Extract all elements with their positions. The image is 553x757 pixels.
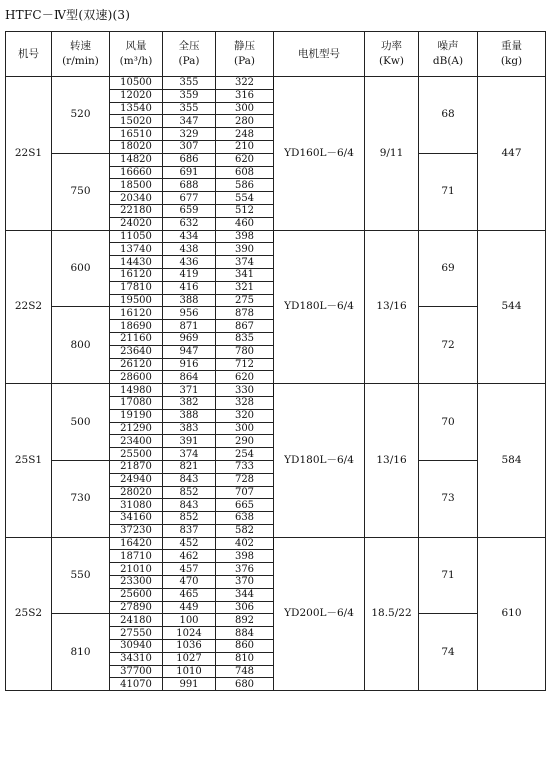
airflow-cell: 17810 [110, 281, 163, 294]
total-pressure-cell: 843 [163, 473, 216, 486]
airflow-cell: 31080 [110, 499, 163, 512]
static-pressure-cell: 320 [216, 409, 274, 422]
airflow-cell: 28600 [110, 371, 163, 384]
total-pressure-cell: 1027 [163, 652, 216, 665]
airflow-cell: 16120 [110, 268, 163, 281]
airflow-cell: 26120 [110, 358, 163, 371]
airflow-cell: 41070 [110, 678, 163, 691]
airflow-cell: 18500 [110, 179, 163, 192]
static-pressure-cell: 733 [216, 460, 274, 473]
total-pressure-cell: 969 [163, 332, 216, 345]
model-cell: 22S2 [6, 230, 52, 384]
static-pressure-cell: 582 [216, 524, 274, 537]
airflow-cell: 23300 [110, 576, 163, 589]
static-pressure-cell: 707 [216, 486, 274, 499]
total-pressure-cell: 991 [163, 678, 216, 691]
total-pressure-cell: 100 [163, 614, 216, 627]
airflow-cell: 27550 [110, 627, 163, 640]
total-pressure-cell: 465 [163, 588, 216, 601]
static-pressure-cell: 370 [216, 576, 274, 589]
static-pressure-cell: 341 [216, 268, 274, 281]
noise-cell: 74 [419, 614, 478, 691]
static-pressure-cell: 867 [216, 320, 274, 333]
airflow-cell: 21870 [110, 460, 163, 473]
airflow-cell: 14820 [110, 153, 163, 166]
static-pressure-cell: 290 [216, 435, 274, 448]
static-pressure-cell: 680 [216, 678, 274, 691]
airflow-cell: 14430 [110, 256, 163, 269]
motor-cell: YD200L－6/4 [274, 537, 365, 691]
table-row [6, 384, 546, 397]
static-pressure-cell: 620 [216, 371, 274, 384]
airflow-cell: 23400 [110, 435, 163, 448]
noise-cell: 70 [419, 384, 478, 461]
airflow-cell: 17080 [110, 396, 163, 409]
total-pressure-cell: 416 [163, 281, 216, 294]
total-pressure-cell: 449 [163, 601, 216, 614]
airflow-cell: 11050 [110, 230, 163, 243]
static-pressure-cell: 306 [216, 601, 274, 614]
speed-cell: 810 [52, 614, 110, 691]
static-pressure-cell: 860 [216, 640, 274, 653]
airflow-cell: 21010 [110, 563, 163, 576]
speed-cell: 500 [52, 384, 110, 461]
total-pressure-cell: 355 [163, 102, 216, 115]
total-pressure-cell: 947 [163, 345, 216, 358]
table-body [6, 77, 546, 691]
static-pressure-cell: 280 [216, 115, 274, 128]
airflow-cell: 20340 [110, 192, 163, 205]
speed-cell: 550 [52, 537, 110, 614]
airflow-cell: 28020 [110, 486, 163, 499]
total-pressure-cell: 383 [163, 422, 216, 435]
airflow-cell: 19190 [110, 409, 163, 422]
static-pressure-cell: 402 [216, 537, 274, 550]
power-cell: 18.5/22 [365, 537, 419, 691]
airflow-cell: 22180 [110, 204, 163, 217]
weight-cell: 544 [478, 230, 546, 384]
total-pressure-cell: 864 [163, 371, 216, 384]
table-row [6, 77, 546, 90]
static-pressure-cell: 390 [216, 243, 274, 256]
airflow-cell: 37230 [110, 524, 163, 537]
static-pressure-cell: 728 [216, 473, 274, 486]
header-static-pressure: 静压 (Pa) [216, 32, 274, 77]
header-power: 功率 (Kw) [365, 32, 419, 77]
airflow-cell: 18020 [110, 140, 163, 153]
weight-cell: 447 [478, 77, 546, 231]
static-pressure-cell: 374 [216, 256, 274, 269]
total-pressure-cell: 821 [163, 460, 216, 473]
static-pressure-cell: 344 [216, 588, 274, 601]
static-pressure-cell: 748 [216, 665, 274, 678]
static-pressure-cell: 460 [216, 217, 274, 230]
static-pressure-cell: 316 [216, 89, 274, 102]
airflow-cell: 16420 [110, 537, 163, 550]
static-pressure-cell: 248 [216, 128, 274, 141]
static-pressure-cell: 620 [216, 153, 274, 166]
airflow-cell: 13740 [110, 243, 163, 256]
total-pressure-cell: 388 [163, 409, 216, 422]
total-pressure-cell: 457 [163, 563, 216, 576]
motor-cell: YD180L－6/4 [274, 230, 365, 384]
speed-cell: 520 [52, 77, 110, 154]
airflow-cell: 13540 [110, 102, 163, 115]
total-pressure-cell: 388 [163, 294, 216, 307]
airflow-cell: 14980 [110, 384, 163, 397]
total-pressure-cell: 1036 [163, 640, 216, 653]
total-pressure-cell: 359 [163, 89, 216, 102]
power-cell: 9/11 [365, 77, 419, 231]
airflow-cell: 24180 [110, 614, 163, 627]
total-pressure-cell: 956 [163, 307, 216, 320]
airflow-cell: 21160 [110, 332, 163, 345]
static-pressure-cell: 398 [216, 230, 274, 243]
total-pressure-cell: 852 [163, 486, 216, 499]
total-pressure-cell: 307 [163, 140, 216, 153]
airflow-cell: 24940 [110, 473, 163, 486]
airflow-cell: 15020 [110, 115, 163, 128]
airflow-cell: 24020 [110, 217, 163, 230]
static-pressure-cell: 376 [216, 563, 274, 576]
power-cell: 13/16 [365, 230, 419, 384]
total-pressure-cell: 688 [163, 179, 216, 192]
noise-cell: 71 [419, 153, 478, 230]
weight-cell: 610 [478, 537, 546, 691]
noise-cell: 73 [419, 460, 478, 537]
static-pressure-cell: 586 [216, 179, 274, 192]
static-pressure-cell: 878 [216, 307, 274, 320]
static-pressure-cell: 398 [216, 550, 274, 563]
static-pressure-cell: 810 [216, 652, 274, 665]
motor-cell: YD160L－6/4 [274, 77, 365, 231]
fan-spec-table [5, 31, 546, 691]
static-pressure-cell: 210 [216, 140, 274, 153]
model-cell: 25S1 [6, 384, 52, 538]
static-pressure-cell: 322 [216, 77, 274, 90]
noise-cell: 71 [419, 537, 478, 614]
total-pressure-cell: 632 [163, 217, 216, 230]
static-pressure-cell: 835 [216, 332, 274, 345]
airflow-cell: 25600 [110, 588, 163, 601]
total-pressure-cell: 434 [163, 230, 216, 243]
noise-cell: 72 [419, 307, 478, 384]
total-pressure-cell: 371 [163, 384, 216, 397]
static-pressure-cell: 321 [216, 281, 274, 294]
airflow-cell: 30940 [110, 640, 163, 653]
total-pressure-cell: 691 [163, 166, 216, 179]
total-pressure-cell: 382 [163, 396, 216, 409]
static-pressure-cell: 608 [216, 166, 274, 179]
header-weight: 重量 (kg) [478, 32, 546, 77]
static-pressure-cell: 712 [216, 358, 274, 371]
static-pressure-cell: 300 [216, 422, 274, 435]
speed-cell: 750 [52, 153, 110, 230]
total-pressure-cell: 837 [163, 524, 216, 537]
model-cell: 22S1 [6, 77, 52, 231]
total-pressure-cell: 1024 [163, 627, 216, 640]
airflow-cell: 18690 [110, 320, 163, 333]
airflow-cell: 34310 [110, 652, 163, 665]
header-speed: 转速 (r/min) [52, 32, 110, 77]
static-pressure-cell: 254 [216, 448, 274, 461]
airflow-cell: 34160 [110, 512, 163, 525]
speed-cell: 730 [52, 460, 110, 537]
total-pressure-cell: 347 [163, 115, 216, 128]
static-pressure-cell: 892 [216, 614, 274, 627]
static-pressure-cell: 884 [216, 627, 274, 640]
speed-cell: 800 [52, 307, 110, 384]
table-row [6, 230, 546, 243]
airflow-cell: 23640 [110, 345, 163, 358]
total-pressure-cell: 419 [163, 268, 216, 281]
airflow-cell: 12020 [110, 89, 163, 102]
airflow-cell: 21290 [110, 422, 163, 435]
total-pressure-cell: 452 [163, 537, 216, 550]
header-noise: 噪声 dB(A) [419, 32, 478, 77]
total-pressure-cell: 871 [163, 320, 216, 333]
airflow-cell: 19500 [110, 294, 163, 307]
static-pressure-cell: 300 [216, 102, 274, 115]
weight-cell: 584 [478, 384, 546, 538]
noise-cell: 69 [419, 230, 478, 307]
static-pressure-cell: 275 [216, 294, 274, 307]
header-model: 机号 [6, 32, 52, 77]
total-pressure-cell: 462 [163, 550, 216, 563]
static-pressure-cell: 330 [216, 384, 274, 397]
total-pressure-cell: 916 [163, 358, 216, 371]
total-pressure-cell: 374 [163, 448, 216, 461]
static-pressure-cell: 328 [216, 396, 274, 409]
total-pressure-cell: 843 [163, 499, 216, 512]
motor-cell: YD180L－6/4 [274, 384, 365, 538]
total-pressure-cell: 852 [163, 512, 216, 525]
total-pressure-cell: 391 [163, 435, 216, 448]
total-pressure-cell: 355 [163, 77, 216, 90]
model-cell: 25S2 [6, 537, 52, 691]
table-row [6, 537, 546, 550]
total-pressure-cell: 329 [163, 128, 216, 141]
total-pressure-cell: 677 [163, 192, 216, 205]
static-pressure-cell: 638 [216, 512, 274, 525]
page-title: HTFC－Ⅳ型(双速)(3) [5, 8, 131, 22]
airflow-cell: 16510 [110, 128, 163, 141]
noise-cell: 68 [419, 77, 478, 154]
header-total-pressure: 全压 (Pa) [163, 32, 216, 77]
airflow-cell: 16120 [110, 307, 163, 320]
header-airflow: 风量 (m³/h) [110, 32, 163, 77]
speed-cell: 600 [52, 230, 110, 307]
header-motor: 电机型号 [274, 32, 365, 77]
airflow-cell: 37700 [110, 665, 163, 678]
airflow-cell: 18710 [110, 550, 163, 563]
airflow-cell: 27890 [110, 601, 163, 614]
total-pressure-cell: 438 [163, 243, 216, 256]
static-pressure-cell: 665 [216, 499, 274, 512]
static-pressure-cell: 512 [216, 204, 274, 217]
total-pressure-cell: 470 [163, 576, 216, 589]
total-pressure-cell: 436 [163, 256, 216, 269]
static-pressure-cell: 780 [216, 345, 274, 358]
static-pressure-cell: 554 [216, 192, 274, 205]
total-pressure-cell: 659 [163, 204, 216, 217]
airflow-cell: 10500 [110, 77, 163, 90]
total-pressure-cell: 686 [163, 153, 216, 166]
total-pressure-cell: 1010 [163, 665, 216, 678]
power-cell: 13/16 [365, 384, 419, 538]
airflow-cell: 16660 [110, 166, 163, 179]
airflow-cell: 25500 [110, 448, 163, 461]
